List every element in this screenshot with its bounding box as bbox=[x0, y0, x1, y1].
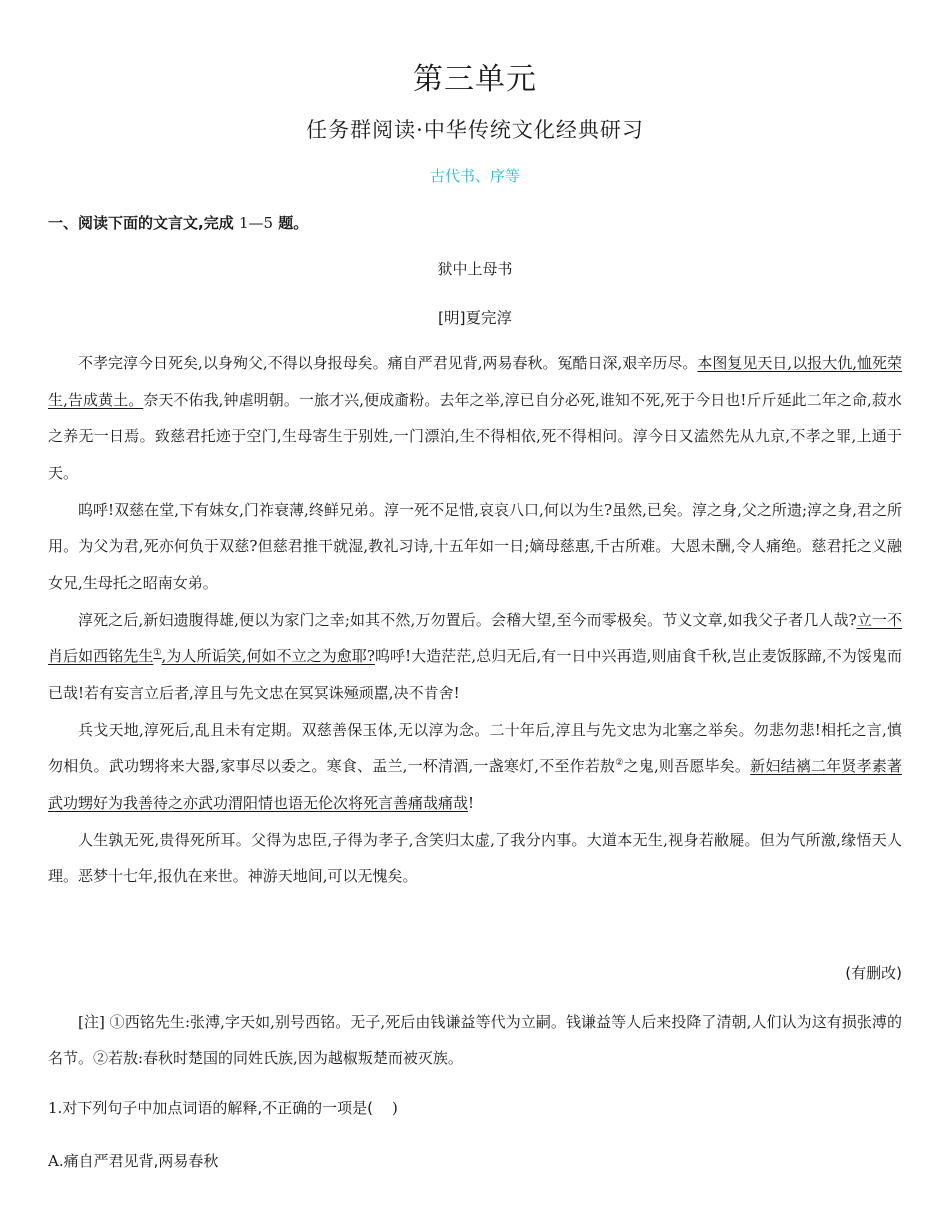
category-label: 古代书、序等 bbox=[429, 167, 520, 185]
revised-note: (有删改) bbox=[845, 964, 902, 982]
paragraph-5: 人生孰无死,贵得死所耳。父得为忠臣,子得为孝子,含笑归太虚,了我分内事。大道本无生,视身若敝屣。但为气所激,缘悟天人理。恶梦十七年,报仇在来世。神游天地间,可以无愧矣。 bbox=[48, 830, 902, 885]
p4-text-a: 兵戈天地,淳死后,乱且未有定期。双慈善保玉体,无以淳为念。二十年后,淳且与先文忠为北塞之举矣。勿悲勿悲!相托之言,慎勿相负。武功甥将来大器,家事尽以委之。寒食、盂兰,一杯清酒,一盏寒灯,不至作若敖 bbox=[48, 720, 902, 775]
section-suffix: 题。 bbox=[278, 214, 309, 232]
p1-text-a: 不孝完淳今日死矣,以身殉父,不得以身报母矣。痛自严君见背,两易春秋。冤酷日深,艰辛历尽。 bbox=[78, 354, 698, 372]
section-label: 一、阅读下面的文言文,完成 bbox=[48, 214, 234, 232]
paragraph-4 bbox=[48, 712, 902, 822]
option-a-text: 痛自严君见背,两易春秋 bbox=[63, 1152, 219, 1170]
question-1 bbox=[48, 1097, 398, 1118]
option-a bbox=[48, 1150, 218, 1171]
section-range: 1—5 bbox=[238, 214, 274, 232]
question-1-text: 对下列句子中加点词语的解释,不正确的一项是( bbox=[62, 1099, 373, 1117]
footnote-mark-1: ① bbox=[153, 648, 162, 658]
footnote-mark-2: ② bbox=[615, 758, 624, 768]
annotation-notes bbox=[48, 1004, 902, 1076]
paragraph-2: 呜呼!双慈在堂,下有妹女,门祚衰薄,终鲜兄弟。淳一死不足惜,哀哀八口,何以为生?虽然,已矣。淳之身,父之所遗;淳之身,君之所用。为父为君,死亦何负于双慈?但慈君推干就湿,教礼习诗,十五年如一日;嫡母慈惠,千古所难。大恩未酬,令人痛绝。慈君托之义融女兄,生母托之昭南女弟。 bbox=[48, 500, 902, 592]
p3-text-b: 呜呼!大造茫茫,总归无后,有一日中兴再造,则庙食千秋,岂止麦饭豚蹄,不为馁鬼而已哉!若有妄言立后者,淳且与先文忠在冥冥诛殛顽嚚,决不肯舍! bbox=[48, 647, 902, 702]
notes-text: [注] ①西铭先生:张溥,字天如,别号西铭。无子,死后由钱谦益等代为立嗣。钱谦益等人后来投降了清朝,人们认为这有损张溥的名节。②若敖:春秋时楚国的同姓氏族,因为越椒叛楚而被灭族。 bbox=[48, 1013, 902, 1067]
unit-subtitle: 任务群阅读·中华传统文化经典研习 bbox=[306, 118, 644, 142]
paragraph-3 bbox=[48, 602, 902, 712]
passage-author: [明]夏完淳 bbox=[437, 309, 513, 327]
p4-underlined: 新妇结褵二年贤孝素著武功甥好为我善待之亦武功渭阳情也语无伦次将死言善痛哉痛哉 bbox=[48, 757, 902, 812]
section-heading bbox=[48, 212, 308, 233]
p1-text-b: 奈天不佑我,钟虐明朝。一旅才兴,便成齑粉。去年之举,淳已自分必死,谁知不死,死于今日也!斤斤延此二年之命,菽水之养无一日焉。致慈君托迹于空门,生母寄生于别姓,一门漂泊,生不得相依,死不得相问。淳今日又溘然先从九京,不孝之罪,上通于天。 bbox=[48, 390, 902, 482]
p4-text-c: ! bbox=[468, 793, 475, 812]
p4-text-b: 之鬼,则吾愿毕矣。 bbox=[623, 757, 751, 775]
p3-text-a: 淳死之后,新妇遗腹得雄,便以为家门之幸;如其不然,万勿置后。会稽大望,至今而零极矣。节义文章,如我父子者几人哉? bbox=[78, 610, 857, 629]
p3-underlined-2: ,为人所诟笑,何如不立之为愈耶? bbox=[161, 647, 375, 665]
passage-body bbox=[48, 345, 902, 895]
paragraph-1 bbox=[48, 345, 902, 491]
passage-title: 狱中上母书 bbox=[437, 260, 513, 278]
p3-underlined-1: 立一不肖后如西铭先生 bbox=[48, 610, 902, 665]
question-number: 1. bbox=[48, 1099, 63, 1117]
question-1-close: ) bbox=[372, 1099, 398, 1117]
option-a-label: A. bbox=[48, 1152, 64, 1170]
unit-title: 第三单元 bbox=[413, 62, 537, 97]
p1-underlined: 本图复见天日,以报大仇,恤死荣生,告成黄土。 bbox=[48, 354, 903, 409]
